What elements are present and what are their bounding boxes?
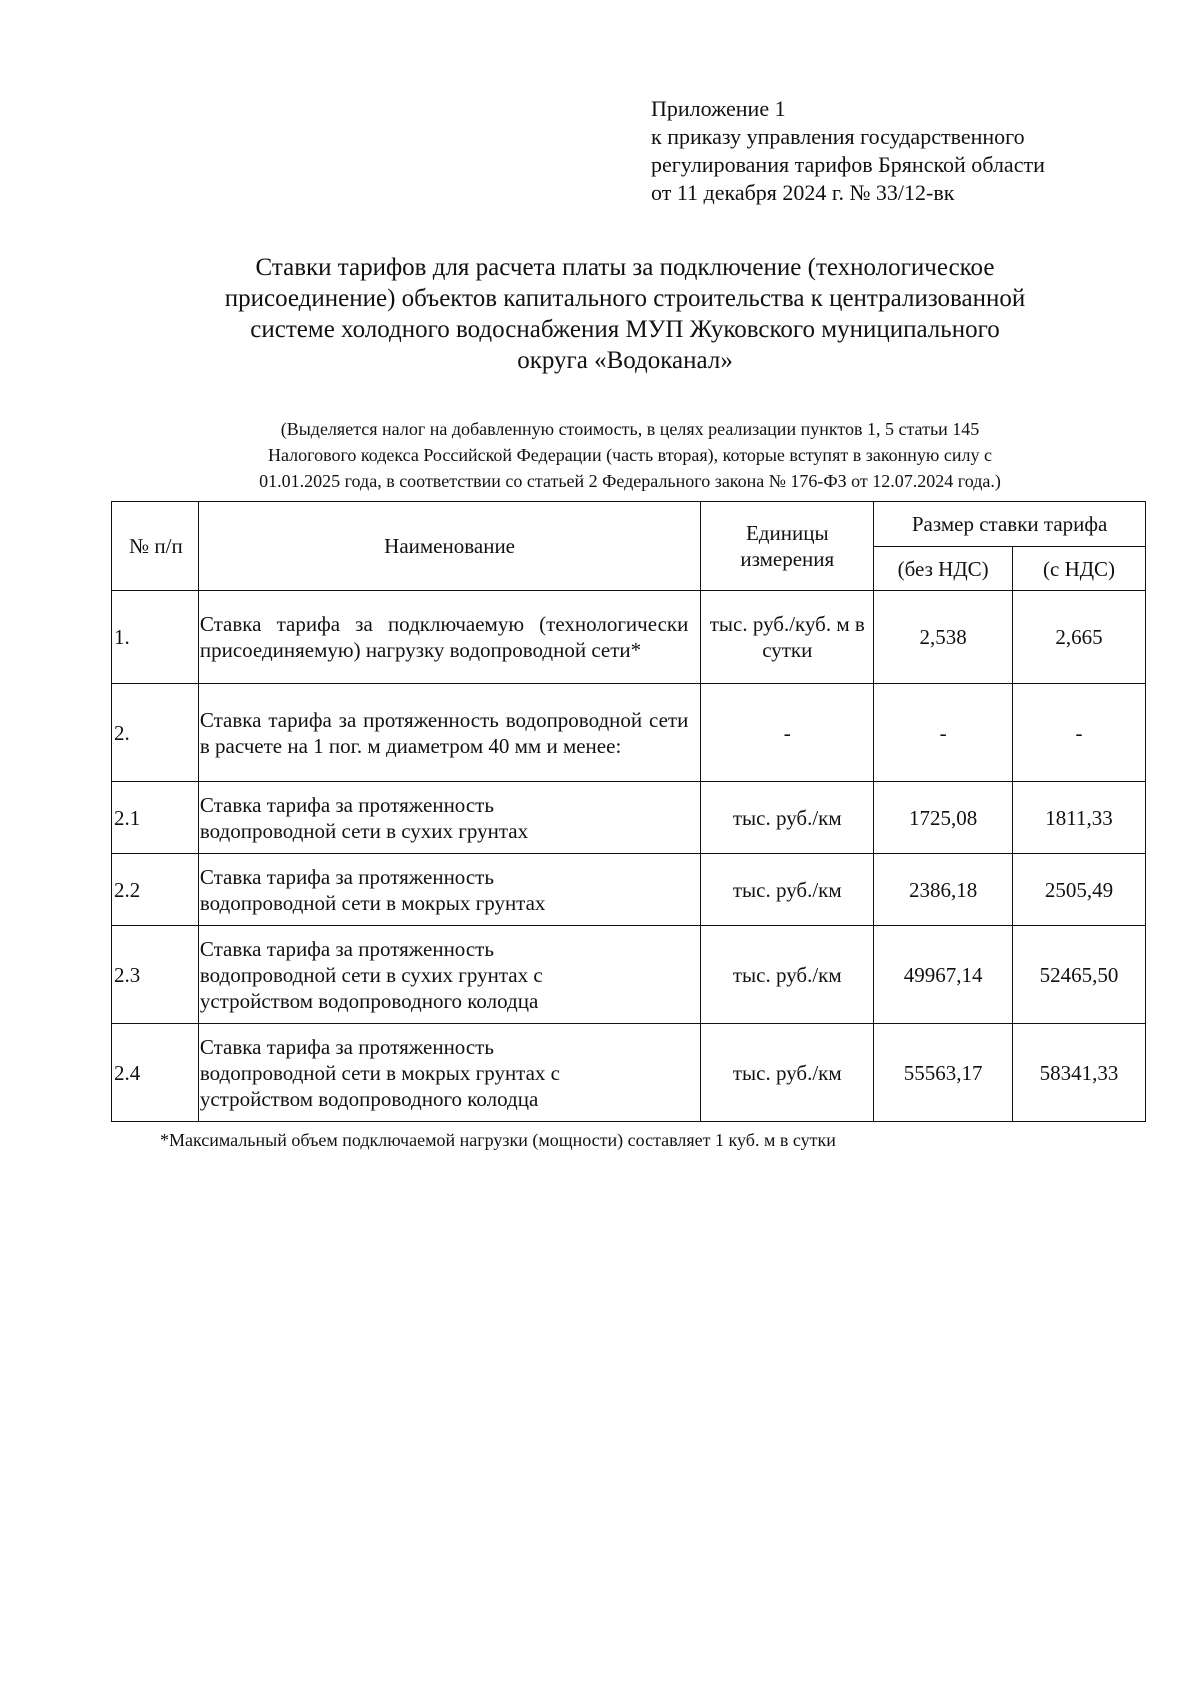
appendix-block bbox=[651, 95, 1045, 207]
appendix-line: от 11 декабря 2024 г. № 33/12-вк bbox=[651, 180, 955, 205]
row-unit-text: тыс. руб./куб. м в сутки bbox=[709, 612, 865, 662]
row-unit: тыс. руб./км bbox=[701, 782, 874, 854]
document-title bbox=[130, 252, 1120, 376]
row-name bbox=[198, 1024, 700, 1122]
title-line: Ставки тарифов для расчета платы за подключение (технологическое bbox=[255, 254, 995, 281]
row-value-with-vat: 58341,33 bbox=[1013, 1024, 1146, 1122]
note-line: (Выделяется налог на добавленную стоимость, в целях реализации пунктов 1, 5 статьи 145 bbox=[280, 419, 980, 439]
row-unit: тыс. руб./км bbox=[701, 854, 874, 926]
footnote: *Максимальный объем подключаемой нагрузки (мощности) составляет 1 куб. м в сутки bbox=[160, 1130, 836, 1150]
row-num: 2.1 bbox=[112, 782, 199, 854]
header-unit bbox=[701, 502, 874, 591]
table-header-row bbox=[112, 502, 1146, 547]
row-unit: тыс. руб./км bbox=[701, 1024, 874, 1122]
row-num: 2.4 bbox=[112, 1024, 199, 1122]
row-name-text: Ставка тарифа за протяженность водопроводной сети в мокрых грунтах с устройством водопроводного колодца bbox=[199, 1034, 561, 1111]
table-row bbox=[112, 591, 1146, 684]
row-value-with-vat: 1811,33 bbox=[1013, 782, 1146, 854]
row-name-text: Ставка тарифа за протяженность водопроводной сети в сухих грунтах bbox=[199, 792, 529, 843]
row-num: 2.2 bbox=[112, 854, 199, 926]
table-row bbox=[112, 782, 1146, 854]
table-row bbox=[112, 1024, 1146, 1122]
row-unit bbox=[701, 591, 874, 684]
row-value-with-vat: 52465,50 bbox=[1013, 926, 1146, 1024]
row-name-text: Ставка тарифа за протяженность водопроводной сети в мокрых грунтах bbox=[199, 864, 546, 915]
table-row bbox=[112, 926, 1146, 1024]
header-with-vat: (с НДС) bbox=[1013, 547, 1146, 591]
header-rate: Размер ставки тарифа bbox=[874, 502, 1146, 547]
note-line: Налогового кодекса Российской Федерации (часть вторая), которые вступят в законную силу с bbox=[268, 445, 992, 465]
note-line: 01.01.2025 года, в соответствии со статьей 2 Федерального закона № 176-ФЗ от 12.07.2024 года.) bbox=[259, 471, 1001, 491]
row-value-without-vat: 2,538 bbox=[874, 591, 1013, 684]
row-value-without-vat: - bbox=[874, 684, 1013, 782]
vat-note bbox=[150, 416, 1110, 494]
row-name bbox=[198, 782, 700, 854]
row-value-without-vat: 55563,17 bbox=[874, 1024, 1013, 1122]
title-line: присоединение) объектов капитального строительства к централизованной bbox=[224, 285, 1026, 312]
row-name-text: Ставка тарифа за протяженность водопроводной сети в сухих грунтах с устройством водопроводного колодца bbox=[199, 936, 543, 1013]
row-value-with-vat: 2505,49 bbox=[1013, 854, 1146, 926]
appendix-line: к приказу управления государственного bbox=[651, 124, 1025, 149]
header-unit-text: Единицы измерения bbox=[740, 521, 835, 571]
table-row bbox=[112, 684, 1146, 782]
row-unit: тыс. руб./км bbox=[701, 926, 874, 1024]
row-num: 2.3 bbox=[112, 926, 199, 1024]
title-line: округа «Водоканал» bbox=[517, 347, 733, 374]
header-name: Наименование bbox=[198, 502, 700, 591]
row-value-with-vat: - bbox=[1013, 684, 1146, 782]
row-value-without-vat: 2386,18 bbox=[874, 854, 1013, 926]
appendix-line: Приложение 1 bbox=[651, 96, 786, 121]
row-num: 1. bbox=[112, 591, 199, 684]
appendix-line: регулирования тарифов Брянской области bbox=[651, 152, 1045, 177]
tariff-table bbox=[111, 501, 1146, 1122]
table-row bbox=[112, 854, 1146, 926]
header-without-vat: (без НДС) bbox=[874, 547, 1013, 591]
row-name: Ставка тарифа за подключаемую (технологически присоединяемую) нагрузку водопроводной сети* bbox=[198, 591, 700, 684]
row-value-without-vat: 49967,14 bbox=[874, 926, 1013, 1024]
row-name: Ставка тарифа за протяженность водопроводной сети в расчете на 1 пог. м диаметром 40 мм и менее: bbox=[198, 684, 700, 782]
row-name bbox=[198, 926, 700, 1024]
row-name bbox=[198, 854, 700, 926]
title-line: системе холодного водоснабжения МУП Жуковского муниципального bbox=[250, 316, 1000, 343]
row-unit: - bbox=[701, 684, 874, 782]
row-value-without-vat: 1725,08 bbox=[874, 782, 1013, 854]
row-value-with-vat: 2,665 bbox=[1013, 591, 1146, 684]
header-num: № п/п bbox=[112, 502, 199, 591]
row-num: 2. bbox=[112, 684, 199, 782]
